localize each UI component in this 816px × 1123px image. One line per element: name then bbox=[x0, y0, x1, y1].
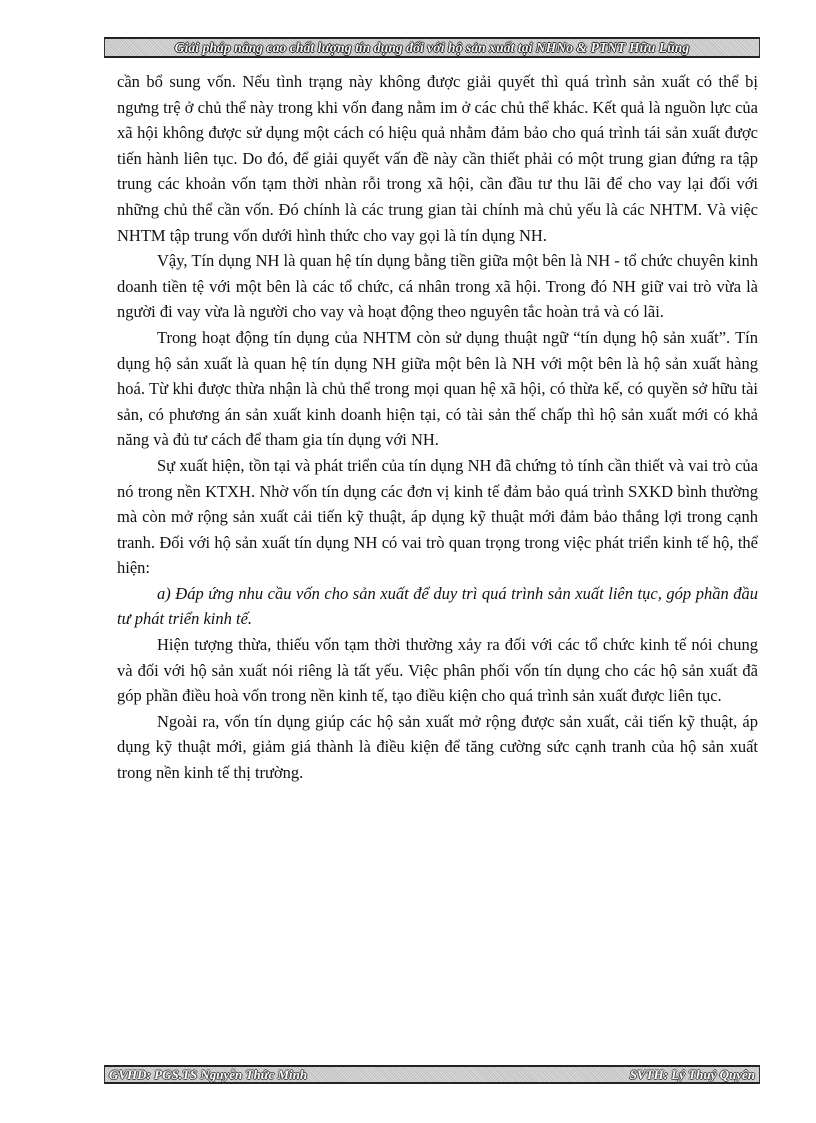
section-heading-a: a) Đáp ứng nhu cầu vốn cho sản xuất để duy trì quá trình sản xuất liên tục, góp phần đầu tư phát triển kinh tế. bbox=[117, 583, 758, 629]
footer-student: SVTH: Lý Thuý Quyên bbox=[629, 1066, 755, 1082]
page-header-banner bbox=[104, 37, 760, 58]
paragraph-2: Vậy, Tín dụng NH là quan hệ tín dụng bằng tiền giữa một bên là NH - tổ chức chuyên kinh doanh tiền tệ với một bên là các tổ chức, cá nhân trong xã hội. Trong đó NH giữ vai trò vừa là người đi vay vừa là người cho vay và hoạt động theo nguyên tắc hoàn trả và có lãi. bbox=[117, 251, 758, 322]
document-title: Giải pháp nâng cao chất lượng tín dụng đối với hộ sản xuất tại NHNo & PTNT Hữu Lũng bbox=[174, 39, 690, 55]
footer-supervisor: GVHD: PGS.TS Nguyễn Thức Minh bbox=[109, 1066, 308, 1082]
paragraph-6: Ngoài ra, vốn tín dụng giúp các hộ sản xuất mở rộng được sản xuất, cải tiến kỹ thuật, áp dụng kỹ thuật mới, giảm giá thành là điều kiện để tăng cường sức cạnh tranh của hộ sản xuất trong nền kinh tế thị trường. bbox=[117, 711, 758, 783]
paragraph-3: Trong hoạt động tín dụng của NHTM còn sử dụng thuật ngữ “tín dụng hộ sản xuất”. Tín dụng hộ sản xuất là quan hệ tín dụng NH giữa một bên là NH với một bên là hộ sản xuất hàng hoá. Từ khi được thừa nhận là chủ thể trong mọi quan hệ xã hội, có thừa kế, có quyền sở hữu tài sản, có phương án sản xuất kinh doanh hiện tại, có tài sản thế chấp thì hộ sản xuất mới có khả năng và đủ tư cách để tham gia tín dụng với NH. bbox=[117, 327, 758, 450]
paragraph-4: Sự xuất hiện, tồn tại và phát triển của tín dụng NH đã chứng tỏ tính cần thiết và vai trò của nó trong nền KTXH. Nhờ vốn tín dụng các đơn vị kinh tế đảm bảo quá trình SXKD bình thường mà còn mở rộng sản xuất cải tiến kỹ thuật, áp dụng kỹ thuật mới đảm bảo thắng lợi trong cạnh tranh. Đối với hộ sản xuất tín dụng NH có vai trò quan trọng trong việc phát triển kinh tế hộ, thể hiện: bbox=[117, 455, 758, 578]
page-footer-banner bbox=[104, 1065, 760, 1084]
paragraph-1: cần bổ sung vốn. Nếu tình trạng này không được giải quyết thì quá trình sản xuất có thể bị ngưng trệ ở chủ thể này trong khi vốn đang nằm im ở các chủ thể khác. Kết quả là nguồn lực của xã hội không được sử dụng một cách có hiệu quả nhằm đảm bảo cho quá trình tái sản xuất được tiến hành liên tục. Do đó, để giải quyết vấn đề này cần thiết phải có một trung gian đứng ra tập trung các khoản vốn tạm thời nhàn rỗi trong xã hội, cần đầu tư thu lãi để cho vay lại đối với những chủ thể cần vốn. Đó chính là các trung gian tài chính mà chủ yếu là các NHTM. Và việc NHTM tập trung vốn dưới hình thức cho vay gọi là tín dụng NH. bbox=[117, 72, 758, 245]
page-body bbox=[117, 69, 758, 786]
paragraph-5: Hiện tượng thừa, thiếu vốn tạm thời thường xảy ra đối với các tổ chức kinh tế nói chung và đối với hộ sản xuất nói riêng là tất yếu. Việc phân phối vốn tín dụng cho các hộ sản xuất đã góp phần điều hoà vốn trong nền kinh tế, tạo điều kiện cho quá trình sản xuất được liên tục. bbox=[117, 635, 758, 706]
